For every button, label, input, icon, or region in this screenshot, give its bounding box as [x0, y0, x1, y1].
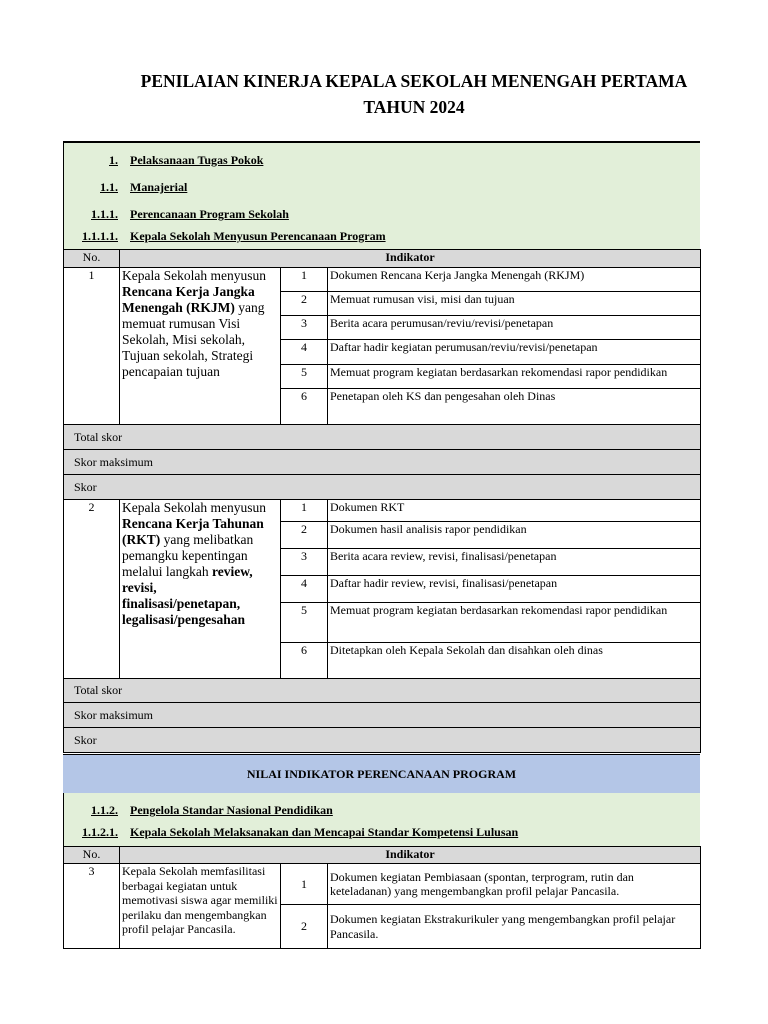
section-1-1-1-number: 1.1.1. — [91, 207, 118, 221]
indicator-number: 4 — [281, 576, 328, 603]
header-no: No. — [64, 847, 120, 864]
indicator-text: Penetapan oleh KS dan pengesahan oleh Dinas — [328, 389, 701, 425]
indicator-text: Memuat program kegiatan berdasarkan rekomendasi rapor pendidikan — [328, 603, 701, 643]
desc-text: yang memuat rumusan Visi Sekolah, Misi sekolah, Tujuan sekolah, Strategi pencapaian tujuan — [122, 300, 265, 379]
indicator-text: Dokumen hasil analisis rapor pendidikan — [328, 522, 701, 549]
row-number: 1 — [64, 268, 120, 425]
skor-row — [64, 728, 701, 753]
indicator-number: 2 — [281, 292, 328, 316]
row-description — [120, 268, 281, 425]
desc-text: Kepala Sekolah menyusun — [122, 500, 266, 515]
row-number: 3 — [64, 864, 120, 949]
top-border — [63, 141, 700, 143]
row-number: 2 — [64, 500, 120, 679]
nilai-indikator-banner: NILAI INDIKATOR PERENCANAAN PROGRAM — [63, 754, 700, 794]
indicator-table-2 — [63, 846, 701, 949]
skor-row — [64, 475, 701, 500]
section-1-1-1-1-number: 1.1.1.1. — [82, 229, 118, 243]
desc-bold: review, revisi, finalisasi/penetapan, legalisasi/pengesahan — [122, 564, 253, 627]
skor-maksimum-label: Skor maksimum — [64, 450, 701, 475]
desc-text: Kepala Sekolah menyusun — [122, 268, 266, 283]
indicator-number: 2 — [281, 905, 328, 949]
section-1-number: 1. — [109, 153, 118, 167]
indicator-text: Dokumen RKT — [328, 500, 701, 522]
section-1-1-2-number: 1.1.2. — [91, 803, 118, 817]
skor-maksimum-row — [64, 703, 701, 728]
indicator-text: Dokumen kegiatan Pembiasaan (spontan, terprogram, rutin dan keteladanan) yang mengembangkan profil pelajar Pancasila. — [328, 864, 701, 905]
document-year: TAHUN 2024 — [363, 97, 465, 117]
indicator-number: 4 — [281, 340, 328, 365]
skor-label: Skor — [64, 475, 701, 500]
indicator-text: Memuat program kegiatan berdasarkan rekomendasi rapor pendidikan — [328, 365, 701, 389]
section-1-1-1-label: Perencanaan Program Sekolah — [130, 207, 289, 221]
section-1-label: Pelaksanaan Tugas Pokok — [130, 153, 264, 167]
indicator-number: 2 — [281, 522, 328, 549]
row-description: Kepala Sekolah memfasilitasi berbagai kegiatan untuk memotivasi siswa agar memiliki perilaku dan mengembangkan profil pelajar Pancasila. — [120, 864, 281, 949]
indicator-table-1 — [63, 249, 701, 753]
table-row — [64, 500, 701, 522]
document-title: PENILAIAN KINERJA KEPALA SEKOLAH MENENGAH PERTAMA — [140, 71, 688, 91]
skor-label: Skor — [64, 728, 701, 753]
header-no: No. — [64, 250, 120, 268]
table-row — [64, 268, 701, 292]
indicator-text: Ditetapkan oleh Kepala Sekolah dan disahkan oleh dinas — [328, 643, 701, 679]
total-skor-row — [64, 679, 701, 703]
table-header-row — [64, 250, 701, 268]
indicator-text: Berita acara perumusan/reviu/revisi/penetapan — [328, 316, 701, 340]
indicator-text: Daftar hadir review, revisi, finalisasi/penetapan — [328, 576, 701, 603]
indicator-number: 1 — [281, 268, 328, 292]
indicator-text: Dokumen kegiatan Ekstrakurikuler yang mengembangkan profil pelajar Pancasila. — [328, 905, 701, 949]
total-skor-row — [64, 425, 701, 450]
header-indikator: Indikator — [120, 847, 701, 864]
row-description — [120, 500, 281, 679]
desc-bold: Rencana Kerja Jangka Menengah (RKJM) — [122, 284, 255, 315]
section-1-1-2-label: Pengelola Standar Nasional Pendidikan — [130, 803, 333, 817]
indicator-number: 1 — [281, 500, 328, 522]
section-1-1-2-1-number: 1.1.2.1. — [82, 825, 118, 839]
indicator-text: Dokumen Rencana Kerja Jangka Menengah (RKJM) — [328, 268, 701, 292]
indicator-number: 3 — [281, 316, 328, 340]
skor-maksimum-row — [64, 450, 701, 475]
table-header-row — [64, 847, 701, 864]
table-row — [64, 864, 701, 905]
total-skor-label: Total skor — [64, 425, 701, 450]
indicator-text: Berita acara review, revisi, finalisasi/penetapan — [328, 549, 701, 576]
indicator-number: 6 — [281, 643, 328, 679]
skor-maksimum-label: Skor maksimum — [64, 703, 701, 728]
left-border — [63, 793, 64, 846]
indicator-number: 5 — [281, 365, 328, 389]
indicator-number: 1 — [281, 864, 328, 905]
section-1-1-number: 1.1. — [100, 180, 118, 194]
desc-bold: Rencana Kerja Tahunan (RKT) — [122, 516, 264, 547]
left-border — [63, 141, 64, 249]
header-indikator: Indikator — [120, 250, 701, 268]
section-1-1-1-1-label: Kepala Sekolah Menyusun Perencanaan Program — [130, 229, 386, 243]
indicator-text: Daftar hadir kegiatan perumusan/reviu/revisi/penetapan — [328, 340, 701, 365]
total-skor-label: Total skor — [64, 679, 701, 703]
indicator-text: Memuat rumusan visi, misi dan tujuan — [328, 292, 701, 316]
section-1-1-label: Manajerial — [130, 180, 188, 194]
desc-text: yang melibatkan pemangku kepentingan melalui langkah — [122, 532, 254, 579]
indicator-number: 6 — [281, 389, 328, 425]
section-1-1-2-1-label: Kepala Sekolah Melaksanakan dan Mencapai Standar Kompetensi Lulusan — [130, 825, 519, 839]
indicator-number: 3 — [281, 549, 328, 576]
indicator-number: 5 — [281, 603, 328, 643]
